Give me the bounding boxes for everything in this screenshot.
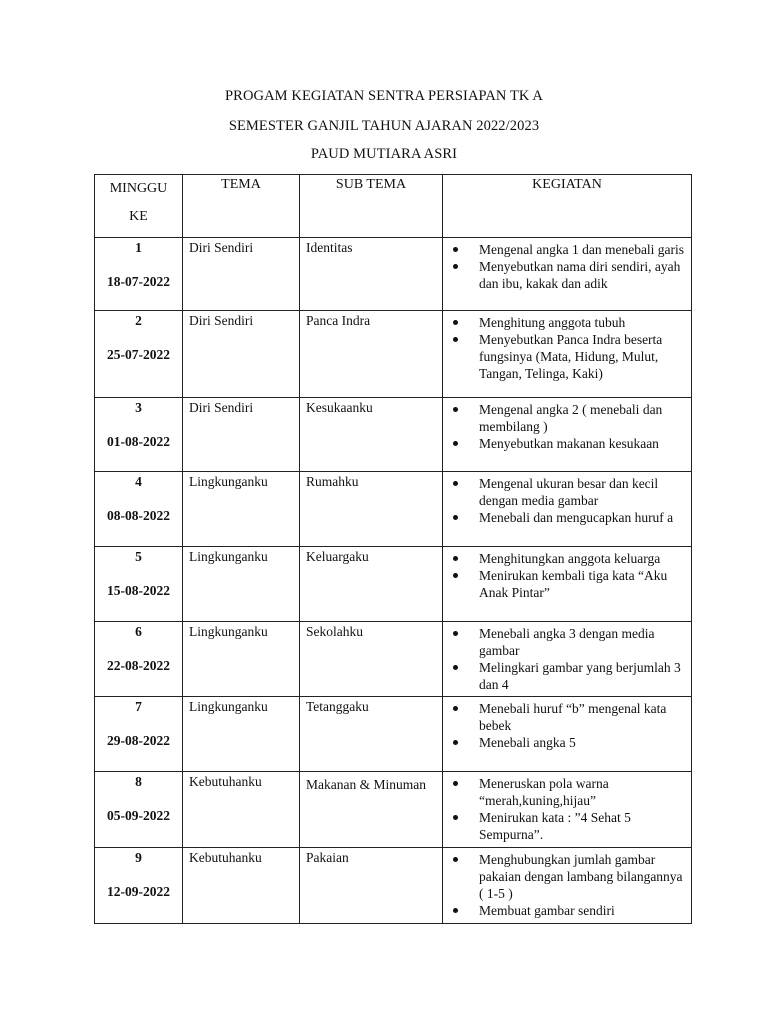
kegiatan-item: Meneruskan pola warna “merah,kuning,hijau” xyxy=(451,775,687,809)
week-date: 05-09-2022 xyxy=(107,808,170,823)
cell-minggu xyxy=(95,547,183,622)
kegiatan-list xyxy=(451,314,687,382)
kegiatan-item: Melingkari gambar yang berjumlah 3 dan 4 xyxy=(451,659,687,693)
kegiatan-list xyxy=(451,550,687,601)
kegiatan-list xyxy=(451,401,687,452)
cell-tema: Kebutuhanku xyxy=(183,772,300,848)
kegiatan-item: Mengenal ukuran besar dan kecil dengan media gambar xyxy=(451,475,687,509)
cell-kegiatan xyxy=(443,697,692,772)
cell-minggu xyxy=(95,697,183,772)
cell-kegiatan xyxy=(443,238,692,311)
kegiatan-item: Menebali huruf “b” mengenal kata bebek xyxy=(451,700,687,734)
cell-sub-tema: Sekolahku xyxy=(300,622,443,697)
cell-tema: Diri Sendiri xyxy=(183,311,300,398)
column-header-minggu xyxy=(95,175,183,238)
cell-sub-tema: Makanan & Minuman xyxy=(300,772,443,848)
document-subtitle-school: PAUD MUTIARA ASRI xyxy=(310,146,458,162)
week-date: 01-08-2022 xyxy=(107,434,170,449)
week-date: 29-08-2022 xyxy=(107,733,170,748)
kegiatan-list xyxy=(451,700,687,751)
cell-tema: Diri Sendiri xyxy=(183,238,300,311)
kegiatan-item: Menghubungkan jumlah gambar pakaian dengan lambang bilangannya ( 1-5 ) xyxy=(451,851,687,902)
table-row xyxy=(95,398,692,472)
cell-minggu xyxy=(95,311,183,398)
column-header-minggu-line2: KE xyxy=(129,209,148,224)
table-row xyxy=(95,238,692,311)
cell-sub-tema: Keluargaku xyxy=(300,547,443,622)
kegiatan-item: Menebali angka 5 xyxy=(451,734,687,751)
cell-kegiatan xyxy=(443,772,692,848)
kegiatan-item: Menirukan kata : ”4 Sehat 5 Sempurna”. xyxy=(451,809,687,843)
cell-minggu xyxy=(95,398,183,472)
week-number: 8 xyxy=(135,774,142,789)
cell-sub-tema: Pakaian xyxy=(300,848,443,924)
week-number: 7 xyxy=(135,699,142,714)
cell-tema: Diri Sendiri xyxy=(183,398,300,472)
cell-kegiatan xyxy=(443,472,692,547)
table-row xyxy=(95,772,692,848)
cell-tema: Kebutuhanku xyxy=(183,848,300,924)
week-number: 1 xyxy=(135,240,142,255)
cell-tema: Lingkunganku xyxy=(183,472,300,547)
cell-sub-tema: Identitas xyxy=(300,238,443,311)
kegiatan-list xyxy=(451,241,687,292)
table-row xyxy=(95,311,692,398)
column-header-kegiatan: KEGIATAN xyxy=(443,175,692,238)
table-row xyxy=(95,547,692,622)
cell-tema: Lingkunganku xyxy=(183,622,300,697)
cell-tema: Lingkunganku xyxy=(183,547,300,622)
kegiatan-item: Mengenal angka 2 ( menebali dan membilang ) xyxy=(451,401,687,435)
kegiatan-list xyxy=(451,775,687,843)
kegiatan-item: Menyebutkan makanan kesukaan xyxy=(451,435,687,452)
week-date: 22-08-2022 xyxy=(107,658,170,673)
cell-sub-tema: Panca Indra xyxy=(300,311,443,398)
kegiatan-list xyxy=(451,625,687,693)
cell-kegiatan xyxy=(443,622,692,697)
kegiatan-item: Membuat gambar sendiri xyxy=(451,902,687,919)
cell-minggu xyxy=(95,472,183,547)
week-number: 2 xyxy=(135,313,142,328)
activity-program-table xyxy=(94,174,692,924)
week-number: 5 xyxy=(135,549,142,564)
cell-minggu xyxy=(95,848,183,924)
kegiatan-list xyxy=(451,475,687,526)
kegiatan-item: Menghitung anggota tubuh xyxy=(451,314,687,331)
kegiatan-item: Menghitungkan anggota keluarga xyxy=(451,550,687,567)
week-number: 6 xyxy=(135,624,142,639)
cell-tema: Lingkunganku xyxy=(183,697,300,772)
column-header-minggu-line1: MINGGU xyxy=(109,181,168,196)
kegiatan-item: Menyebutkan nama diri sendiri, ayah dan ibu, kakak dan adik xyxy=(451,258,687,292)
table-row xyxy=(95,472,692,547)
week-date: 15-08-2022 xyxy=(107,583,170,598)
kegiatan-item: Menirukan kembali tiga kata “Aku Anak Pintar” xyxy=(451,567,687,601)
cell-sub-tema: Kesukaanku xyxy=(300,398,443,472)
cell-minggu xyxy=(95,772,183,848)
week-number: 3 xyxy=(135,400,142,415)
document-subtitle-semester: SEMESTER GANJIL TAHUN AJARAN 2022/2023 xyxy=(228,118,540,134)
week-date: 25-07-2022 xyxy=(107,347,170,362)
kegiatan-item: Mengenal angka 1 dan menebali garis xyxy=(451,241,687,258)
week-date: 18-07-2022 xyxy=(107,274,170,289)
table-row xyxy=(95,622,692,697)
column-header-tema: TEMA xyxy=(183,175,300,238)
cell-minggu xyxy=(95,238,183,311)
week-number: 4 xyxy=(135,474,142,489)
column-header-sub-tema: SUB TEMA xyxy=(300,175,443,238)
cell-kegiatan xyxy=(443,848,692,924)
week-number: 9 xyxy=(135,850,142,865)
cell-kegiatan xyxy=(443,311,692,398)
kegiatan-list xyxy=(451,851,687,919)
document-title: PROGAM KEGIATAN SENTRA PERSIAPAN TK A xyxy=(225,88,543,104)
table-row xyxy=(95,697,692,772)
kegiatan-item: Menebali angka 3 dengan media gambar xyxy=(451,625,687,659)
cell-kegiatan xyxy=(443,398,692,472)
cell-sub-tema: Tetanggaku xyxy=(300,697,443,772)
kegiatan-item: Menyebutkan Panca Indra beserta fungsinya (Mata, Hidung, Mulut, Tangan, Telinga, Kaki) xyxy=(451,331,687,382)
cell-kegiatan xyxy=(443,547,692,622)
table-header-row xyxy=(95,175,692,238)
kegiatan-item: Menebali dan mengucapkan huruf a xyxy=(451,509,687,526)
cell-minggu xyxy=(95,622,183,697)
table-row xyxy=(95,848,692,924)
week-date: 08-08-2022 xyxy=(107,508,170,523)
week-date: 12-09-2022 xyxy=(107,884,170,899)
cell-sub-tema: Rumahku xyxy=(300,472,443,547)
